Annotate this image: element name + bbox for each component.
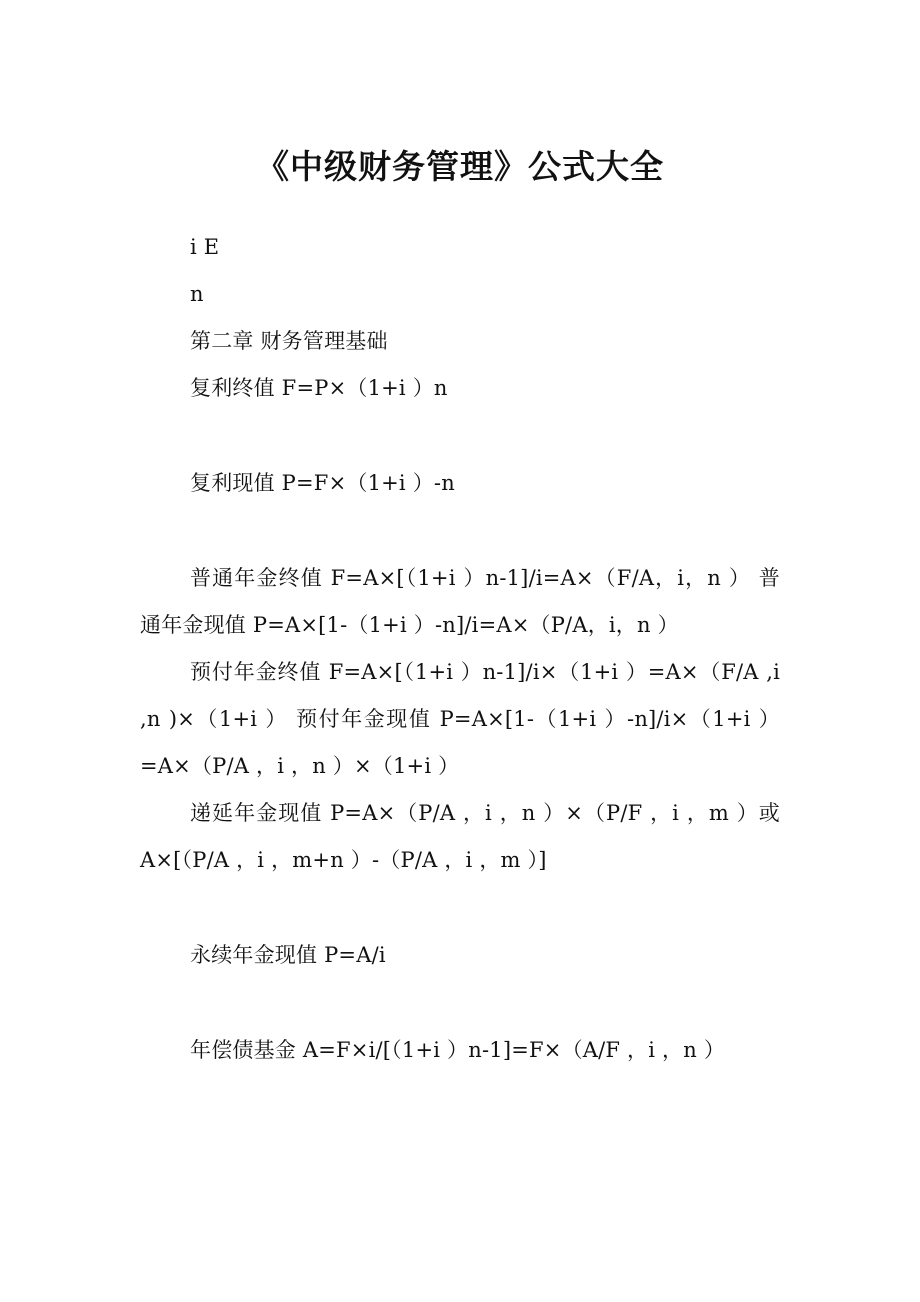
spacer [140,979,780,1027]
formula-ordinary-annuity: 普通年金终值 F=A×[（1+i ）n-1]/i=A×（F/A，i，n ） 普通年金现值 P=A×[1-（1+i ）-n]/i=A×（P/A，i，n ） [140,566,780,637]
formula-compound-future-value: 复利终值 F=P×（1+i ）n [190,376,448,400]
chapter-heading: 第二章 财务管理基础 [190,329,388,353]
formula-compound-present-value: 复利现值 P=F×（1+i ）-n [190,471,455,495]
document-title: 《中级财务管理》公式大全 [256,147,664,186]
spacer [140,412,780,460]
formula-deferred-annuity: 递延年金现值 P=A×（P/A ，i ，n ）×（P/F ，i ，m ）或 A×[（P/A ，i ，m+n ）-（P/A ，i ，m ）] [140,801,780,872]
formula-sinking-fund: 年偿债基金 A=F×i/[（1+i ）n-1]=F×（A/F ，i ，n ） [190,1038,726,1062]
spacer [140,884,780,932]
formula-perpetuity: 永续年金现值 P=A/i [190,943,386,967]
formula-annuity-due: 预付年金终值 F=A×[（1+i ）n-1]/i×（1+i ）=A×（F/A ,i ,n )×（1+i ） 预付年金现值 P=A×[1-（1+i ）-n]/i×（1+i ）=A×（P/A ，i ，n ）×（1+i ） [140,660,780,778]
paragraph-ie: i E [190,235,220,259]
paragraph-n: n [190,282,204,306]
spacer [140,507,780,555]
document-body [140,224,780,1074]
